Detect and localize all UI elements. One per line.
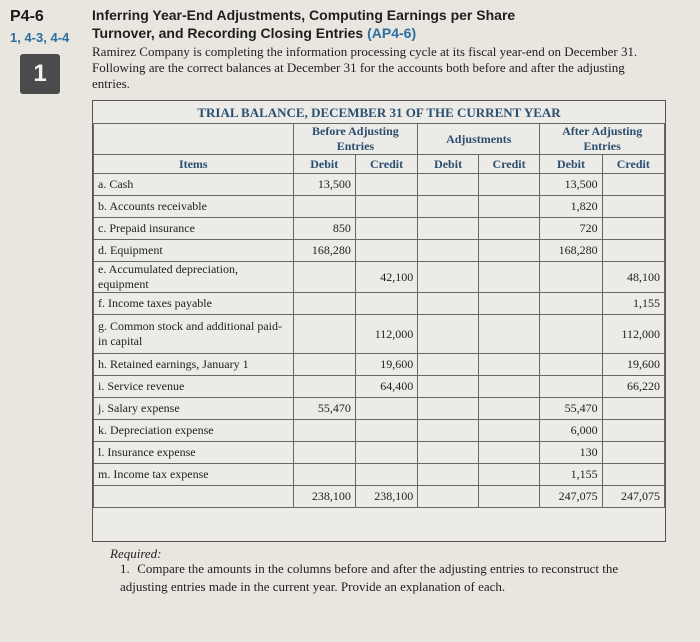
before-debit: [293, 464, 355, 486]
after-credit: 112,000: [602, 315, 664, 354]
adj-debit: [418, 174, 479, 196]
after-credit: [602, 420, 664, 442]
after-credit: 1,155: [602, 293, 664, 315]
problem-header: [92, 6, 692, 42]
after-credit: 48,100: [602, 262, 664, 293]
required-item-number: 1.: [120, 561, 130, 576]
adj-debit-header: Debit: [418, 155, 479, 174]
row-item: k. Depreciation expense: [94, 420, 294, 442]
adj-credit: [478, 354, 539, 376]
items-header-spacer: [94, 124, 294, 155]
adj-credit: [478, 240, 539, 262]
after-credit: [602, 464, 664, 486]
totals-label-cell: [94, 486, 294, 508]
after-debit: 13,500: [540, 174, 602, 196]
table-row: [94, 376, 665, 398]
required-label: Required:: [110, 546, 162, 561]
row-item: e. Accumulated depreciation, equipment: [94, 262, 294, 293]
adj-credit: [478, 464, 539, 486]
adj-debit: [418, 398, 479, 420]
row-item: d. Equipment: [94, 240, 294, 262]
required-item-text: Compare the amounts in the columns before and after the adjusting entries to reconstruct the adjusting entries made in the current year. Provide an explanation of each.: [120, 561, 619, 594]
trial-balance-table: [92, 100, 666, 542]
before-credit: [355, 420, 417, 442]
adj-debit: [418, 240, 479, 262]
adj-debit: [418, 376, 479, 398]
table-row: [94, 315, 665, 354]
problem-title-1: Inferring Year-End Adjustments, Computing Earnings per Share: [92, 7, 516, 23]
adj-debit: [418, 420, 479, 442]
before-credit: [355, 442, 417, 464]
after-credit: [602, 398, 664, 420]
adj-credit: [478, 315, 539, 354]
totals-row: [94, 486, 665, 508]
table-row: [94, 442, 665, 464]
before-debit: 13,500: [293, 174, 355, 196]
before-debit: [293, 354, 355, 376]
table-body: [94, 174, 665, 508]
required-item-1: [120, 560, 660, 596]
after-credit: [602, 240, 664, 262]
adj-credit: [478, 293, 539, 315]
row-item: c. Prepaid insurance: [94, 218, 294, 240]
intro-text: Ramirez Company is completing the information processing cycle at its fiscal year-end on December 31. Following are the correct balances at December 31 for the accounts both before and after the adjusting entries.: [92, 44, 638, 91]
key-icon: 1: [20, 54, 60, 94]
after-credit: 19,600: [602, 354, 664, 376]
after-debit: 1,155: [540, 464, 602, 486]
row-item: f. Income taxes payable: [94, 293, 294, 315]
before-credit: 112,000: [355, 315, 417, 354]
after-debit-header: Debit: [540, 155, 602, 174]
table-title: TRIAL BALANCE, DECEMBER 31 OF THE CURRENT YEAR: [197, 105, 561, 120]
adj-credit: [478, 442, 539, 464]
adj-credit: [478, 174, 539, 196]
before-debit: [293, 442, 355, 464]
after-debit: [540, 262, 602, 293]
row-item: g. Common stock and additional paid-in capital: [94, 315, 294, 354]
before-debit: 850: [293, 218, 355, 240]
after-debit: 55,470: [540, 398, 602, 420]
table-row: [94, 174, 665, 196]
before-credit: [355, 196, 417, 218]
after-debit: [540, 293, 602, 315]
row-item: h. Retained earnings, January 1: [94, 354, 294, 376]
total-adj-credit: [478, 486, 539, 508]
items-header: Items: [94, 155, 294, 174]
problem-code: [10, 8, 69, 45]
before-debit-header: Debit: [293, 155, 355, 174]
table-row: [94, 218, 665, 240]
before-credit: [355, 464, 417, 486]
row-item: i. Service revenue: [94, 376, 294, 398]
total-after-debit: 247,075: [540, 486, 602, 508]
table-row: [94, 354, 665, 376]
adj-debit: [418, 293, 479, 315]
adj-debit: [418, 196, 479, 218]
after-credit: [602, 196, 664, 218]
before-credit: [355, 293, 417, 315]
after-credit: [602, 174, 664, 196]
before-debit: [293, 315, 355, 354]
table-row: [94, 240, 665, 262]
after-debit: 1,820: [540, 196, 602, 218]
after-credit: 66,220: [602, 376, 664, 398]
table-row: [94, 464, 665, 486]
problem-title-line2: Turnover, and Recording Closing Entries: [92, 25, 364, 41]
adj-debit: [418, 442, 479, 464]
before-debit: 168,280: [293, 240, 355, 262]
after-debit: 720: [540, 218, 602, 240]
adj-credit: [478, 262, 539, 293]
after-debit: 168,280: [540, 240, 602, 262]
adj-credit: [478, 196, 539, 218]
row-item: j. Salary expense: [94, 398, 294, 420]
before-credit: [355, 240, 417, 262]
table-row: [94, 196, 665, 218]
before-header: Before Adjusting Entries: [293, 124, 418, 155]
before-debit: [293, 376, 355, 398]
total-after-credit: 247,075: [602, 486, 664, 508]
total-before-credit: 238,100: [355, 486, 417, 508]
row-item: l. Insurance expense: [94, 442, 294, 464]
adj-credit-header: Credit: [478, 155, 539, 174]
trial-balance-grid: [93, 123, 665, 508]
adj-credit: [478, 376, 539, 398]
adjustments-header: Adjustments: [418, 124, 540, 155]
problem-refs: 1, 4-3, 4-4: [10, 30, 70, 45]
before-credit: 19,600: [355, 354, 417, 376]
row-item: a. Cash: [94, 174, 294, 196]
adj-debit: [418, 315, 479, 354]
problem-id: P4-6: [10, 8, 44, 25]
after-debit: 130: [540, 442, 602, 464]
table-row: [94, 420, 665, 442]
row-item: b. Accounts receivable: [94, 196, 294, 218]
adj-debit: [418, 354, 479, 376]
problem-title-2: [92, 24, 692, 42]
adj-debit: [418, 262, 479, 293]
after-header: After Adjusting Entries: [540, 124, 665, 155]
before-debit: 55,470: [293, 398, 355, 420]
total-adj-debit: [418, 486, 479, 508]
before-debit: [293, 420, 355, 442]
after-credit: [602, 218, 664, 240]
before-credit-header: Credit: [355, 155, 417, 174]
before-credit: 42,100: [355, 262, 417, 293]
problem-title-code: (AP4-6): [367, 25, 417, 41]
adj-debit: [418, 218, 479, 240]
after-debit: [540, 354, 602, 376]
after-credit-header: Credit: [602, 155, 664, 174]
before-credit: [355, 398, 417, 420]
before-credit: 64,400: [355, 376, 417, 398]
row-item: m. Income tax expense: [94, 464, 294, 486]
adj-credit: [478, 218, 539, 240]
adj-credit: [478, 420, 539, 442]
before-debit: [293, 262, 355, 293]
after-debit: [540, 376, 602, 398]
table-row: [94, 262, 665, 293]
before-debit: [293, 196, 355, 218]
table-row: [94, 293, 665, 315]
total-before-debit: 238,100: [293, 486, 355, 508]
after-debit: 6,000: [540, 420, 602, 442]
after-credit: [602, 442, 664, 464]
after-debit: [540, 315, 602, 354]
before-debit: [293, 293, 355, 315]
table-row: [94, 398, 665, 420]
before-credit: [355, 174, 417, 196]
adj-debit: [418, 464, 479, 486]
adj-credit: [478, 398, 539, 420]
before-credit: [355, 218, 417, 240]
